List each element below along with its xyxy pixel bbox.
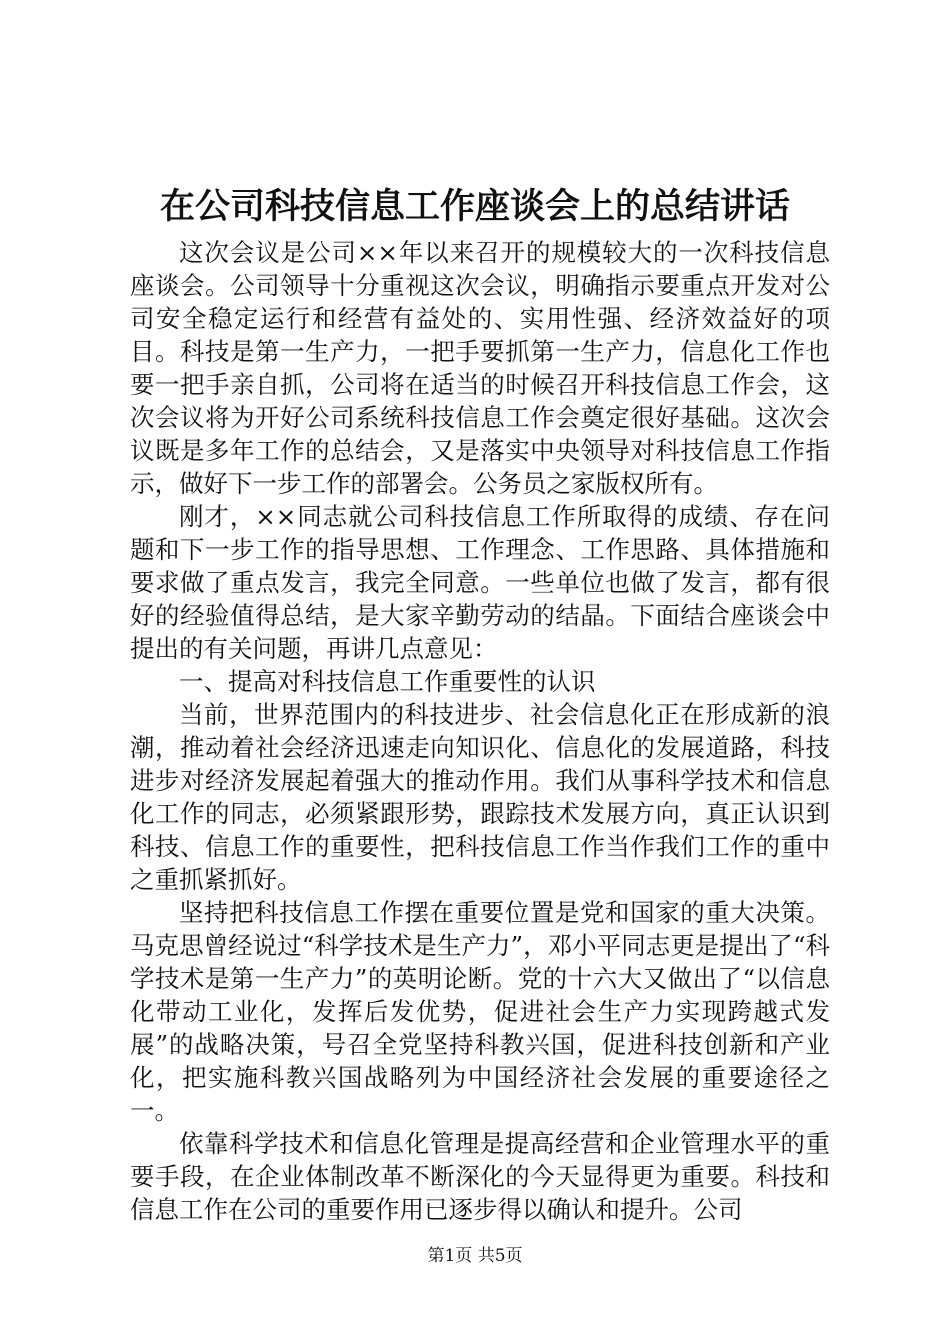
paragraph-4: 坚持把科技信息工作摆在重要位置是党和国家的重大决策。马克思曾经说过“科学技术是生产力”，邓小平同志更是提出了“科学技术是第一生产力”的英明论断。党的十六大又做出了“以信息化带动工业化，发挥后发优势，促进社会生产力实现跨越式发展”的战略决策，号召全党坚持科教兴国，促进科技创新和产业化，把实施科教兴国战略列为中国经济社会发展的重要途径之一。 (130, 898, 830, 1125)
page-footer: 第1页 共5页 (427, 1246, 523, 1266)
paragraph-3: 当前，世界范围内的科技进步、社会信息化正在形成新的浪潮，推动着社会经济迅速走向知识化、信息化的发展道路，科技进步对经济发展起着强大的推动作用。我们从事科学技术和信息化工作的同志，必须紧跟形势，跟踪技术发展方向，真正认识到科技、信息工作的重要性，把科技信息工作当作我们工作的重中之重抓紧抓好。 (130, 700, 830, 894)
paragraph-5: 依靠科学技术和信息化管理是提高经营和企业管理水平的重要手段，在企业体制改革不断深化的今天显得更为重要。科技和信息工作在公司的重要作用已逐步得以确认和提升。公司 (130, 1129, 830, 1224)
document-body (130, 236, 830, 1226)
paragraph-2: 刚才，××同志就公司科技信息工作所取得的成绩、存在问题和下一步工作的指导思想、工作理念、工作思路、具体措施和要求做了重点发言，我完全同意。一些单位也做了发言，都有很好的经验值得总结，是大家辛勤劳动的结晶。下面结合座谈会中提出的有关问题，再讲几点意见： (130, 502, 830, 663)
document-title: 在公司科技信息工作座谈会上的总结讲话 (159, 186, 790, 227)
section-heading: 一、提高对科技信息工作重要性的认识 (179, 667, 596, 696)
paragraph-1: 这次会议是公司××年以来召开的规模较大的一次科技信息座谈会。公司领导十分重视这次会议，明确指示要重点开发对公司安全稳定运行和经营有益处的、实用性强、经济效益好的项目。科技是第一生产力，一把手要抓第一生产力，信息化工作也要一把手亲自抓，公司将在适当的时候召开科技信息工作会，这次会议将为开好公司系统科技信息工作会奠定很好基础。这次会议既是多年工作的总结会，又是落实中央领导对科技信息工作指示，做好下一步工作的部署会。公务员之家版权所有。 (130, 238, 830, 498)
